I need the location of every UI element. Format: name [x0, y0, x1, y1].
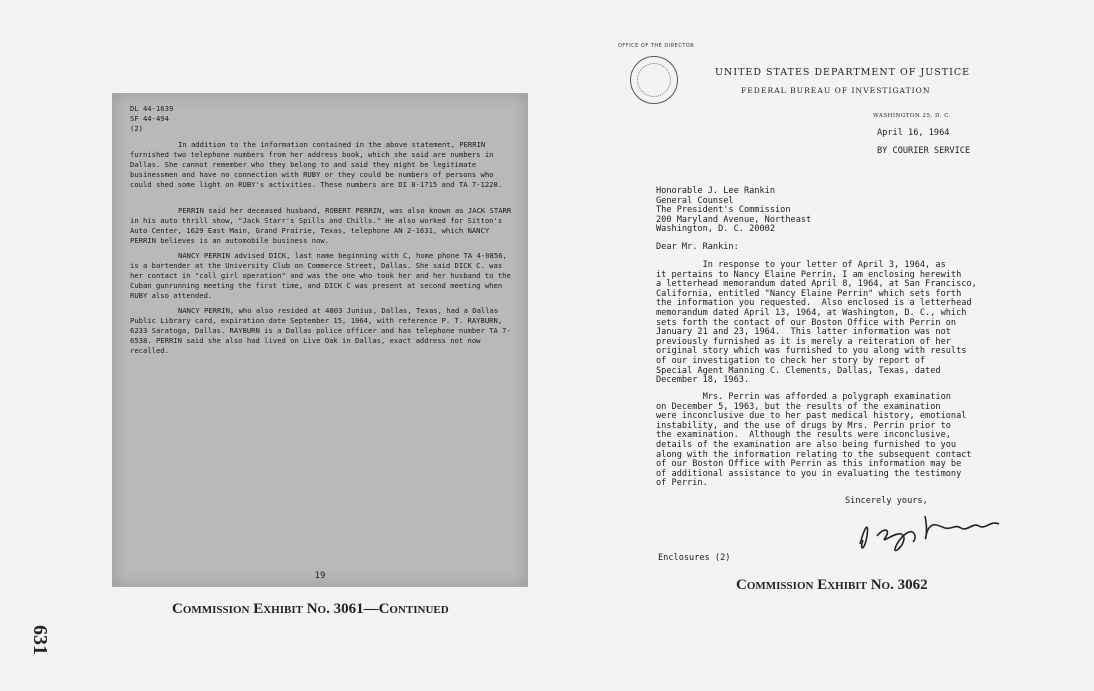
file-number-dl: DL 44-1639	[130, 104, 174, 113]
exhibit-caption-3062: Commission Exhibit No. 3062	[736, 577, 928, 593]
letter-paragraph-1: In response to your letter of April 3, 1964, as it pertains to Nancy Elaine Perrin, I am enclosing herewith a letterhead memorandum dated April 8, 1964, at San Francisco, California, entitled "Nancy Elaine Perrin" which sets forth the information you requested. Also enclosed is a letterhead memorandum dated April 13, 1964, at Washington, D. C., which sets forth the contact of our Boston Office with Perrin on January 21 and 23, 1964. This latter information was not previously furnished as it is merely a reiteration of her original story which was furnished to you along with results of our investigation to check her story by report of Special Agent Manning C. Clements, Dallas, Texas, dated December 18, 1963.	[656, 260, 977, 386]
enclosures: Enclosures (2)	[658, 553, 731, 563]
signature	[855, 506, 1005, 556]
file-header	[130, 104, 516, 134]
exhibit-caption-3061: Commission Exhibit No. 3061—Continued	[172, 601, 449, 617]
right-document-letter	[600, 36, 1030, 576]
bureau-heading: FEDERAL BUREAU OF INVESTIGATION	[741, 86, 931, 95]
paragraph-4: NANCY PERRIN, who also resided at 4803 Junius, Dallas, Texas, had a Dallas Public Library card, expiration date September 15, 1964, with reference P. T. RAYBURN, 6233 Saratoga, Dallas. RAYBURN is a Dallas police officer and has telephone number TA 7-6538. PERRIN said she also had lived on Live Oak in Dallas, exact address not now recalled.	[130, 306, 511, 355]
paragraph-2: PERRIN said her deceased husband, ROBERT PERRIN, was also known as JACK STARR in his auto thrill show, "Jack Starr's Spills and Chills." He also worked for Sitton's Auto Center, 1629 East Main, Grand Prairie, Texas, telephone AN 2-1631, which NANCY PERRIN believes is an automobile business now.	[130, 206, 512, 245]
closing: Sincerely yours,	[845, 496, 928, 506]
paragraph-1: In addition to the information contained in the above statement, PERRIN furnished two telephone numbers from her address book, which she said are numbers in Dallas. She cannot remember who they belong to and said they might be legitimate businessmen and have no connection with RUBY or they could be numbers of persons who could shed some light on RUBY's activities. These numbers are DI 8-1715 and TA 7-1228.	[130, 140, 503, 189]
department-heading: UNITED STATES DEPARTMENT OF JUSTICE	[715, 67, 971, 78]
office-label: OFFICE OF THE DIRECTOR	[618, 43, 695, 49]
left-page-number: 19	[314, 571, 326, 581]
page-number: 631	[29, 625, 52, 655]
left-document-scan	[112, 93, 528, 587]
paragraph-3: NANCY PERRIN advised DICK, last name beginning with C, home phone TA 4-0856, is a bartender at the University Club on Commerce Street, Dallas. She said DICK C. was her contact in "call girl operation" and was the one who took her and her husband to the Cuban gunrunning meeting the first time, and DICK C was present at second meeting when RUBY also attended.	[130, 251, 511, 300]
location-label: WASHINGTON 25, D. C.	[873, 113, 951, 119]
letter-paragraph-2: Mrs. Perrin was afforded a polygraph examination on December 5, 1963, but the results of the examination were inconclusive due to her past medical history, emotional instability, and the use of drugs by Mrs. Perrin prior to the examination. Although the results were inconclusive, details of the examination are also being furnished to you along with the information relating to the subsequent contact of our Boston Office with Perrin as this information may be of additional assistance to you in evaluating the testimony of Perrin.	[656, 392, 972, 489]
recipient-address: Honorable J. Lee Rankin General Counsel The President's Commission 200 Maryland Avenue, Northeast Washington, D. C. 20002	[656, 186, 812, 235]
salutation: Dear Mr. Rankin:	[656, 242, 739, 252]
letter-date: April 16, 1964	[877, 128, 950, 138]
department-seal-icon	[630, 56, 678, 104]
page-marker: (2)	[130, 124, 143, 133]
file-number-sf: SF 44-494	[130, 114, 169, 123]
delivery-method: BY COURIER SERVICE	[877, 146, 971, 156]
